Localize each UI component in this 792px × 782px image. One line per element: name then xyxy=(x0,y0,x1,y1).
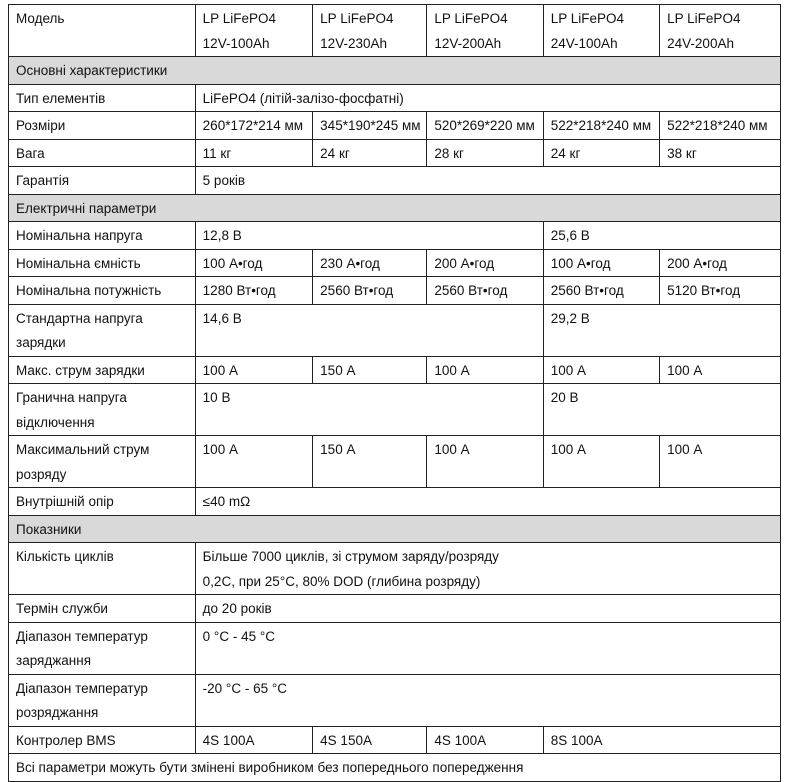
row-label: Максимальний струм розряду xyxy=(9,436,196,488)
row-value: 2560 Вт•год xyxy=(313,277,427,305)
table-row xyxy=(9,436,781,488)
section-title-basic: Основні характеристики xyxy=(9,57,781,85)
row-value: 200 А•год xyxy=(660,249,781,277)
table-row xyxy=(9,84,781,112)
row-value: LiFePO4 (літій-залізо-фосфатні) xyxy=(195,84,780,112)
header-row xyxy=(9,5,781,57)
model-header: LP LiFePO4 12V-230Ah xyxy=(313,5,427,57)
row-value: 522*218*240 мм xyxy=(660,112,781,140)
model-header: LP LiFePO4 24V-200Ah xyxy=(660,5,781,57)
row-label: Термін служби xyxy=(9,595,196,623)
row-value: 100 А xyxy=(660,436,781,488)
row-value: 200 А•год xyxy=(427,249,543,277)
row-value: 38 кг xyxy=(660,139,781,167)
row-value: 4S 100A xyxy=(427,726,543,754)
row-value: 345*190*245 мм xyxy=(313,112,427,140)
row-value: 100 А xyxy=(543,356,659,384)
section-title-indicators: Показники xyxy=(9,515,781,543)
row-value: 100 А•год xyxy=(195,249,313,277)
row-value: 520*269*220 мм xyxy=(427,112,543,140)
row-value: ≤40 mΩ xyxy=(195,488,780,516)
row-value: 29,2 В xyxy=(543,304,780,356)
row-label: Розміри xyxy=(9,112,196,140)
row-label: Гранична напруга відключення xyxy=(9,384,196,436)
footer-note: Всі параметри можуть бути змінені виробником без попереднього попередження xyxy=(9,754,781,782)
row-value: 8S 100A xyxy=(543,726,780,754)
row-label: Номінальна потужність xyxy=(9,277,196,305)
row-value: 20 В xyxy=(543,384,780,436)
row-value: 10 В xyxy=(195,384,543,436)
row-value: 230 А•год xyxy=(313,249,427,277)
table-row xyxy=(9,356,781,384)
row-value: 4S 150A xyxy=(313,726,427,754)
row-value: 2560 Вт•год xyxy=(427,277,543,305)
section-row xyxy=(9,194,781,222)
row-value: 12,8 В xyxy=(195,222,543,250)
row-label: Макс. струм зарядки xyxy=(9,356,196,384)
row-label: Номінальна ємність xyxy=(9,249,196,277)
table-row xyxy=(9,622,781,674)
row-label: Тип елементів xyxy=(9,84,196,112)
row-value: 1280 Вт•год xyxy=(195,277,313,305)
row-value: -20 °C - 65 °C xyxy=(195,674,780,726)
row-label: Діапазон температур заряджання xyxy=(9,622,196,674)
row-value: 25,6 В xyxy=(543,222,780,250)
row-value: 24 кг xyxy=(543,139,659,167)
row-value: 14,6 В xyxy=(195,304,543,356)
row-value: Більше 7000 циклів, зі струмом заряду/розряду 0,2С, при 25°С, 80% DOD (глибина розряду) xyxy=(195,543,780,595)
row-value: 24 кг xyxy=(313,139,427,167)
model-header: LP LiFePO4 24V-100Ah xyxy=(543,5,659,57)
table-row xyxy=(9,277,781,305)
table-row xyxy=(9,543,781,595)
row-value: 100 А xyxy=(427,436,543,488)
row-label: Кількість циклів xyxy=(9,543,196,595)
table-row xyxy=(9,222,781,250)
table-row xyxy=(9,726,781,754)
row-value: 100 А xyxy=(195,436,313,488)
row-label: Номінальна напруга xyxy=(9,222,196,250)
table-row xyxy=(9,488,781,516)
model-header: LP LiFePO4 12V-200Ah xyxy=(427,5,543,57)
section-row xyxy=(9,515,781,543)
table-row xyxy=(9,595,781,623)
table-row xyxy=(9,674,781,726)
section-title-electrical: Електричні параметри xyxy=(9,194,781,222)
model-label: Модель xyxy=(9,5,196,57)
row-value: 150 А xyxy=(313,356,427,384)
table-row xyxy=(9,384,781,436)
row-value: 4S 100A xyxy=(195,726,313,754)
row-label: Вага xyxy=(9,139,196,167)
row-label: Контролер BMS xyxy=(9,726,196,754)
row-value: до 20 років xyxy=(195,595,780,623)
row-label: Діапазон температур розряджання xyxy=(9,674,196,726)
row-value: 100 А•год xyxy=(543,249,659,277)
row-value: 260*172*214 мм xyxy=(195,112,313,140)
row-value: 5 років xyxy=(195,167,780,195)
row-value: 0 °C - 45 °C xyxy=(195,622,780,674)
row-label: Внутрішній опір xyxy=(9,488,196,516)
footer-row xyxy=(9,754,781,782)
row-value: 2560 Вт•год xyxy=(543,277,659,305)
table-row xyxy=(9,112,781,140)
row-label: Стандартна напруга зарядки xyxy=(9,304,196,356)
table-row xyxy=(9,249,781,277)
row-value: 11 кг xyxy=(195,139,313,167)
row-value: 100 А xyxy=(427,356,543,384)
row-value: 150 А xyxy=(313,436,427,488)
row-value: 100 А xyxy=(195,356,313,384)
battery-spec-table xyxy=(8,4,781,782)
row-label: Гарантія xyxy=(9,167,196,195)
row-value: 100 А xyxy=(660,356,781,384)
section-row xyxy=(9,57,781,85)
row-value: 5120 Вт•год xyxy=(660,277,781,305)
model-header: LP LiFePO4 12V-100Ah xyxy=(195,5,313,57)
row-value: 522*218*240 мм xyxy=(543,112,659,140)
table-row xyxy=(9,304,781,356)
row-value: 100 А xyxy=(543,436,659,488)
table-row xyxy=(9,167,781,195)
table-row xyxy=(9,139,781,167)
row-value: 28 кг xyxy=(427,139,543,167)
